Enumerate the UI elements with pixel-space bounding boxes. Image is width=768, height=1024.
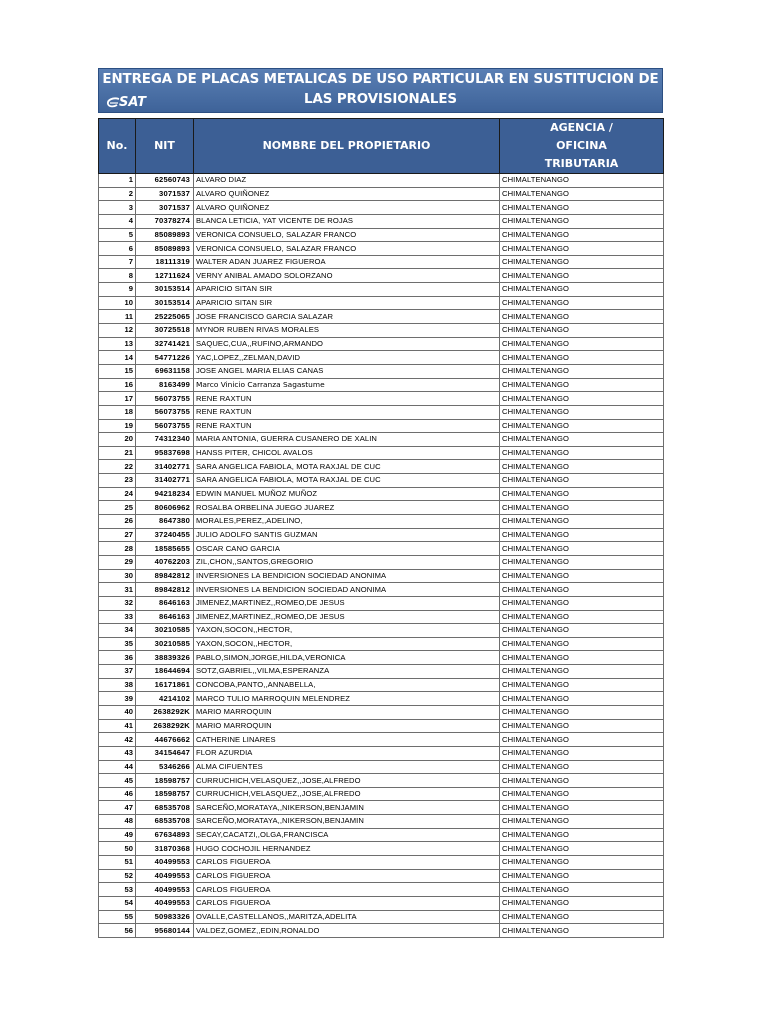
row-owner-name: SOTZ,GABRIEL,,VILMA,ESPERANZA: [194, 665, 500, 679]
row-number: 36: [99, 651, 136, 665]
row-nit: 95680144: [136, 924, 194, 938]
row-nit: 69631158: [136, 364, 194, 378]
row-owner-name: SECAY,CACATZI,,OLGA,FRANCISCA: [194, 828, 500, 842]
row-number: 15: [99, 364, 136, 378]
row-owner-name: VERNY ANIBAL AMADO SOLORZANO: [194, 269, 500, 283]
row-number: 23: [99, 474, 136, 488]
table-row: [99, 583, 664, 597]
row-tax-office: CHIMALTENANGO: [500, 610, 664, 624]
row-owner-name: OVALLE,CASTELLANOS,,MARITZA,ADELITA: [194, 910, 500, 924]
row-number: 34: [99, 624, 136, 638]
row-number: 41: [99, 719, 136, 733]
row-owner-name: ALVARO QUIÑONEZ: [194, 201, 500, 215]
row-owner-name: CATHERINE LINARES: [194, 733, 500, 747]
row-number: 7: [99, 255, 136, 269]
row-tax-office: CHIMALTENANGO: [500, 828, 664, 842]
row-number: 22: [99, 460, 136, 474]
table-row: [99, 555, 664, 569]
row-nit: 18598757: [136, 787, 194, 801]
row-owner-name: INVERSIONES LA BENDICION SOCIEDAD ANONIMA: [194, 583, 500, 597]
row-nit: 94218234: [136, 487, 194, 501]
row-nit: 30725518: [136, 324, 194, 338]
row-nit: 30153514: [136, 296, 194, 310]
row-tax-office: CHIMALTENANGO: [500, 255, 664, 269]
table-row: [99, 787, 664, 801]
row-tax-office: CHIMALTENANGO: [500, 433, 664, 447]
table-row: [99, 569, 664, 583]
row-number: 31: [99, 583, 136, 597]
row-tax-office: CHIMALTENANGO: [500, 187, 664, 201]
row-number: 1: [99, 174, 136, 188]
table-row: [99, 174, 664, 188]
row-owner-name: ALMA CIFUENTES: [194, 760, 500, 774]
row-owner-name: RENE RAXTUN: [194, 392, 500, 406]
row-number: 56: [99, 924, 136, 938]
row-number: 4: [99, 214, 136, 228]
document-title: ENTREGA DE PLACAS METALICAS DE USO PARTICULAR EN SUSTITUCION DE LAS PROVISIONALES: [102, 72, 659, 107]
column-header-owner-name: NOMBRE DEL PROPIETARIO: [194, 119, 500, 174]
table-row: [99, 842, 664, 856]
row-nit: 30153514: [136, 283, 194, 297]
row-nit: 85089893: [136, 228, 194, 242]
row-tax-office: CHIMALTENANGO: [500, 555, 664, 569]
row-owner-name: RENE RAXTUN: [194, 419, 500, 433]
row-owner-name: VERONICA CONSUELO, SALAZAR FRANCO: [194, 242, 500, 256]
row-number: 2: [99, 187, 136, 201]
table-row: [99, 487, 664, 501]
row-number: 8: [99, 269, 136, 283]
row-number: 52: [99, 869, 136, 883]
table-header-row: [99, 119, 664, 174]
row-tax-office: CHIMALTENANGO: [500, 842, 664, 856]
row-nit: 74312340: [136, 433, 194, 447]
row-owner-name: RENE RAXTUN: [194, 405, 500, 419]
row-number: 50: [99, 842, 136, 856]
row-nit: 30210585: [136, 624, 194, 638]
table-row: [99, 719, 664, 733]
table-row: [99, 869, 664, 883]
table-row: [99, 460, 664, 474]
row-nit: 62560743: [136, 174, 194, 188]
row-number: 54: [99, 896, 136, 910]
table-row: [99, 896, 664, 910]
table-row: [99, 801, 664, 815]
row-number: 13: [99, 337, 136, 351]
tax-office-header-label: AGENCIA / OFICINA TRIBUTARIA: [544, 121, 619, 170]
table-row: [99, 692, 664, 706]
row-nit: 34154647: [136, 746, 194, 760]
table-row: [99, 528, 664, 542]
table-body: [99, 174, 664, 938]
row-nit: 32741421: [136, 337, 194, 351]
row-tax-office: CHIMALTENANGO: [500, 269, 664, 283]
column-header-no: No.: [99, 119, 136, 174]
row-nit: 40762203: [136, 555, 194, 569]
table-row: [99, 501, 664, 515]
table-row: [99, 364, 664, 378]
row-nit: 38839326: [136, 651, 194, 665]
row-nit: 56073755: [136, 405, 194, 419]
table-row: [99, 378, 664, 392]
row-owner-name: CARLOS FIGUEROA: [194, 896, 500, 910]
table-row: [99, 474, 664, 488]
row-tax-office: CHIMALTENANGO: [500, 705, 664, 719]
row-nit: 40499553: [136, 883, 194, 897]
row-tax-office: CHIMALTENANGO: [500, 774, 664, 788]
row-tax-office: CHIMALTENANGO: [500, 583, 664, 597]
table-row: [99, 446, 664, 460]
row-number: 10: [99, 296, 136, 310]
row-number: 21: [99, 446, 136, 460]
row-number: 16: [99, 378, 136, 392]
row-tax-office: CHIMALTENANGO: [500, 392, 664, 406]
row-owner-name: CURRUCHICH,VELASQUEZ,,JOSE,ALFREDO: [194, 787, 500, 801]
row-number: 45: [99, 774, 136, 788]
table-row: [99, 433, 664, 447]
row-tax-office: CHIMALTENANGO: [500, 815, 664, 829]
table-row: [99, 705, 664, 719]
row-owner-name: INVERSIONES LA BENDICION SOCIEDAD ANONIMA: [194, 569, 500, 583]
row-tax-office: CHIMALTENANGO: [500, 174, 664, 188]
row-tax-office: CHIMALTENANGO: [500, 542, 664, 556]
table-row: [99, 856, 664, 870]
table-row: [99, 760, 664, 774]
table-row: [99, 187, 664, 201]
row-number: 39: [99, 692, 136, 706]
row-nit: 44676662: [136, 733, 194, 747]
row-tax-office: CHIMALTENANGO: [500, 214, 664, 228]
row-number: 40: [99, 705, 136, 719]
row-tax-office: CHIMALTENANGO: [500, 624, 664, 638]
row-nit: 18111319: [136, 255, 194, 269]
row-owner-name: MORALES,PEREZ,,ADELINO,: [194, 515, 500, 529]
table-row: [99, 828, 664, 842]
row-tax-office: CHIMALTENANGO: [500, 228, 664, 242]
table-row: [99, 624, 664, 638]
row-tax-office: CHIMALTENANGO: [500, 474, 664, 488]
row-number: 44: [99, 760, 136, 774]
row-number: 27: [99, 528, 136, 542]
row-tax-office: CHIMALTENANGO: [500, 746, 664, 760]
table-row: [99, 665, 664, 679]
table-row: [99, 774, 664, 788]
table-row: [99, 883, 664, 897]
table-row: [99, 283, 664, 297]
row-tax-office: CHIMALTENANGO: [500, 924, 664, 938]
table-row: [99, 746, 664, 760]
row-tax-office: CHIMALTENANGO: [500, 869, 664, 883]
table-row: [99, 228, 664, 242]
row-number: 33: [99, 610, 136, 624]
row-nit: 50983326: [136, 910, 194, 924]
table-row: [99, 651, 664, 665]
row-owner-name: SARCEÑO,MORATAYA,,NIKERSON,BENJAMIN: [194, 801, 500, 815]
table-row: [99, 405, 664, 419]
row-tax-office: CHIMALTENANGO: [500, 787, 664, 801]
table-row: [99, 910, 664, 924]
row-owner-name: CARLOS FIGUEROA: [194, 869, 500, 883]
row-tax-office: CHIMALTENANGO: [500, 460, 664, 474]
row-nit: 4214102: [136, 692, 194, 706]
row-owner-name: YAXON,SOCON,,HECTOR,: [194, 624, 500, 638]
row-number: 18: [99, 405, 136, 419]
row-nit: 56073755: [136, 392, 194, 406]
table-row: [99, 596, 664, 610]
row-nit: 40499553: [136, 896, 194, 910]
table-row: [99, 637, 664, 651]
row-number: 49: [99, 828, 136, 842]
table-row: [99, 255, 664, 269]
row-owner-name: ZIL,CHON,,SANTOS,GREGORIO: [194, 555, 500, 569]
row-nit: 56073755: [136, 419, 194, 433]
row-owner-name: MARIO MARROQUIN: [194, 719, 500, 733]
title-banner: [98, 68, 663, 113]
table-row: [99, 678, 664, 692]
table-row: [99, 269, 664, 283]
row-nit: 85089893: [136, 242, 194, 256]
table-row: [99, 515, 664, 529]
row-number: 46: [99, 787, 136, 801]
table-row: [99, 214, 664, 228]
row-owner-name: MARIA ANTONIA, GUERRA CUSANERO DE XALIN: [194, 433, 500, 447]
row-owner-name: JULIO ADOLFO SANTIS GUZMAN: [194, 528, 500, 542]
row-owner-name: SARA ANGELICA FABIOLA, MOTA RAXJAL DE CUC: [194, 460, 500, 474]
row-owner-name: CARLOS FIGUEROA: [194, 883, 500, 897]
row-nit: 95837698: [136, 446, 194, 460]
table-row: [99, 337, 664, 351]
row-tax-office: CHIMALTENANGO: [500, 678, 664, 692]
row-owner-name: FLOR AZURDIA: [194, 746, 500, 760]
row-tax-office: CHIMALTENANGO: [500, 283, 664, 297]
table-row: [99, 351, 664, 365]
row-tax-office: CHIMALTENANGO: [500, 324, 664, 338]
row-nit: 2638292K: [136, 719, 194, 733]
row-tax-office: CHIMALTENANGO: [500, 487, 664, 501]
row-nit: 40499553: [136, 869, 194, 883]
owners-table: [98, 118, 664, 938]
row-nit: 54771226: [136, 351, 194, 365]
row-nit: 8647380: [136, 515, 194, 529]
row-number: 32: [99, 596, 136, 610]
row-owner-name: SARA ANGELICA FABIOLA, MOTA RAXJAL DE CUC: [194, 474, 500, 488]
row-owner-name: HANSS PITER, CHICOL AVALOS: [194, 446, 500, 460]
row-number: 26: [99, 515, 136, 529]
row-number: 37: [99, 665, 136, 679]
row-tax-office: CHIMALTENANGO: [500, 801, 664, 815]
row-owner-name: JIMENEZ,MARTINEZ,,ROMEO,DE JESUS: [194, 610, 500, 624]
row-nit: 5346266: [136, 760, 194, 774]
row-tax-office: CHIMALTENANGO: [500, 733, 664, 747]
row-owner-name: EDWIN MANUEL MUÑOZ MUÑOZ: [194, 487, 500, 501]
row-tax-office: CHIMALTENANGO: [500, 719, 664, 733]
row-tax-office: CHIMALTENANGO: [500, 651, 664, 665]
row-tax-office: CHIMALTENANGO: [500, 569, 664, 583]
row-tax-office: CHIMALTENANGO: [500, 910, 664, 924]
row-tax-office: CHIMALTENANGO: [500, 242, 664, 256]
row-owner-name: PABLO,SIMON,JORGE,HILDA,VERONICA: [194, 651, 500, 665]
row-nit: 70378274: [136, 214, 194, 228]
row-tax-office: CHIMALTENANGO: [500, 201, 664, 215]
row-owner-name: VALDEZ,GOMEZ,,EDIN,RONALDO: [194, 924, 500, 938]
row-number: 55: [99, 910, 136, 924]
table-row: [99, 324, 664, 338]
row-nit: 31870368: [136, 842, 194, 856]
row-number: 47: [99, 801, 136, 815]
table-row: [99, 392, 664, 406]
row-tax-office: CHIMALTENANGO: [500, 337, 664, 351]
row-tax-office: CHIMALTENANGO: [500, 515, 664, 529]
row-tax-office: CHIMALTENANGO: [500, 883, 664, 897]
row-nit: 18585655: [136, 542, 194, 556]
row-nit: 31402771: [136, 460, 194, 474]
row-tax-office: CHIMALTENANGO: [500, 856, 664, 870]
row-owner-name: ALVARO QUIÑONEZ: [194, 187, 500, 201]
row-tax-office: CHIMALTENANGO: [500, 378, 664, 392]
table-row: [99, 924, 664, 938]
row-number: 51: [99, 856, 136, 870]
row-nit: 68535708: [136, 801, 194, 815]
row-owner-name: MYNOR RUBEN RIVAS MORALES: [194, 324, 500, 338]
row-tax-office: CHIMALTENANGO: [500, 501, 664, 515]
row-tax-office: CHIMALTENANGO: [500, 528, 664, 542]
row-owner-name: HUGO COCHOJIL HERNANDEZ: [194, 842, 500, 856]
table-row: [99, 419, 664, 433]
row-owner-name: SAQUEC,CUA,,RUFINO,ARMANDO: [194, 337, 500, 351]
row-nit: 31402771: [136, 474, 194, 488]
row-owner-name: WALTER ADAN JUAREZ FIGUEROA: [194, 255, 500, 269]
row-number: 17: [99, 392, 136, 406]
row-tax-office: CHIMALTENANGO: [500, 296, 664, 310]
row-number: 3: [99, 201, 136, 215]
row-owner-name: CONCOBA,PANTO,,ANNABELLA,: [194, 678, 500, 692]
document: [98, 68, 663, 938]
row-nit: 8646163: [136, 610, 194, 624]
row-number: 53: [99, 883, 136, 897]
row-nit: 89842812: [136, 569, 194, 583]
row-nit: 8646163: [136, 596, 194, 610]
row-number: 9: [99, 283, 136, 297]
row-nit: 8163499: [136, 378, 194, 392]
row-owner-name: APARICIO SITAN SIR: [194, 296, 500, 310]
row-owner-name: JOSE FRANCISCO GARCIA SALAZAR: [194, 310, 500, 324]
row-nit: 30210585: [136, 637, 194, 651]
row-owner-name: MARIO MARROQUIN: [194, 705, 500, 719]
row-owner-name: CARLOS FIGUEROA: [194, 856, 500, 870]
row-owner-name: ROSALBA ORBELINA JUEGO JUAREZ: [194, 501, 500, 515]
row-owner-name: SARCEÑO,MORATAYA,,NIKERSON,BENJAMIN: [194, 815, 500, 829]
row-number: 35: [99, 637, 136, 651]
row-nit: 12711624: [136, 269, 194, 283]
row-owner-name: BLANCA LETICIA, YAT VICENTE DE ROJAS: [194, 214, 500, 228]
column-header-nit: NIT: [136, 119, 194, 174]
row-number: 43: [99, 746, 136, 760]
row-nit: 80606962: [136, 501, 194, 515]
row-owner-name: YAXON,SOCON,,HECTOR,: [194, 637, 500, 651]
row-owner-name: CURRUCHICH,VELASQUEZ,,JOSE,ALFREDO: [194, 774, 500, 788]
row-tax-office: CHIMALTENANGO: [500, 446, 664, 460]
row-owner-name: MARCO TULIO MARROQUIN MELENDREZ: [194, 692, 500, 706]
row-number: 11: [99, 310, 136, 324]
row-tax-office: CHIMALTENANGO: [500, 665, 664, 679]
row-tax-office: CHIMALTENANGO: [500, 310, 664, 324]
row-number: 14: [99, 351, 136, 365]
sat-logo-text: SAT: [119, 95, 147, 110]
row-number: 42: [99, 733, 136, 747]
row-nit: 18598757: [136, 774, 194, 788]
table-row: [99, 296, 664, 310]
row-nit: 37240455: [136, 528, 194, 542]
row-nit: 89842812: [136, 583, 194, 597]
row-owner-name: ALVARO DIAZ: [194, 174, 500, 188]
row-nit: 67634893: [136, 828, 194, 842]
row-nit: 16171861: [136, 678, 194, 692]
row-number: 6: [99, 242, 136, 256]
row-number: 5: [99, 228, 136, 242]
row-owner-name: JIMENEZ,MARTINEZ,,ROMEO,DE JESUS: [194, 596, 500, 610]
row-tax-office: CHIMALTENANGO: [500, 364, 664, 378]
row-number: 12: [99, 324, 136, 338]
row-owner-name: YAC,LOPEZ,,ZELMAN,DAVID: [194, 351, 500, 365]
row-number: 19: [99, 419, 136, 433]
row-tax-office: CHIMALTENANGO: [500, 351, 664, 365]
row-tax-office: CHIMALTENANGO: [500, 405, 664, 419]
row-tax-office: CHIMALTENANGO: [500, 596, 664, 610]
row-number: 28: [99, 542, 136, 556]
table-row: [99, 242, 664, 256]
column-header-tax-office: [500, 119, 664, 174]
row-nit: 40499553: [136, 856, 194, 870]
row-nit: 68535708: [136, 815, 194, 829]
table-row: [99, 610, 664, 624]
row-owner-name: VERONICA CONSUELO, SALAZAR FRANCO: [194, 228, 500, 242]
row-tax-office: CHIMALTENANGO: [500, 692, 664, 706]
row-owner-name: JOSE ANGEL MARIA ELIAS CANAS: [194, 364, 500, 378]
table-row: [99, 542, 664, 556]
row-number: 30: [99, 569, 136, 583]
row-nit: 3071537: [136, 201, 194, 215]
table-row: [99, 310, 664, 324]
row-number: 29: [99, 555, 136, 569]
row-number: 20: [99, 433, 136, 447]
row-number: 25: [99, 501, 136, 515]
table-row: [99, 733, 664, 747]
row-owner-name: Marco Vinicio Carranza Sagastume: [194, 378, 500, 392]
row-owner-name: OSCAR CANO GARCIA: [194, 542, 500, 556]
row-nit: 3071537: [136, 187, 194, 201]
row-number: 48: [99, 815, 136, 829]
row-tax-office: CHIMALTENANGO: [500, 637, 664, 651]
row-number: 38: [99, 678, 136, 692]
row-tax-office: CHIMALTENANGO: [500, 419, 664, 433]
row-nit: 2638292K: [136, 705, 194, 719]
row-owner-name: APARICIO SITAN SIR: [194, 283, 500, 297]
row-number: 24: [99, 487, 136, 501]
row-nit: 18644694: [136, 665, 194, 679]
sat-logo: [105, 95, 175, 111]
table-row: [99, 201, 664, 215]
row-tax-office: CHIMALTENANGO: [500, 896, 664, 910]
row-tax-office: CHIMALTENANGO: [500, 760, 664, 774]
table-row: [99, 815, 664, 829]
row-nit: 25225065: [136, 310, 194, 324]
